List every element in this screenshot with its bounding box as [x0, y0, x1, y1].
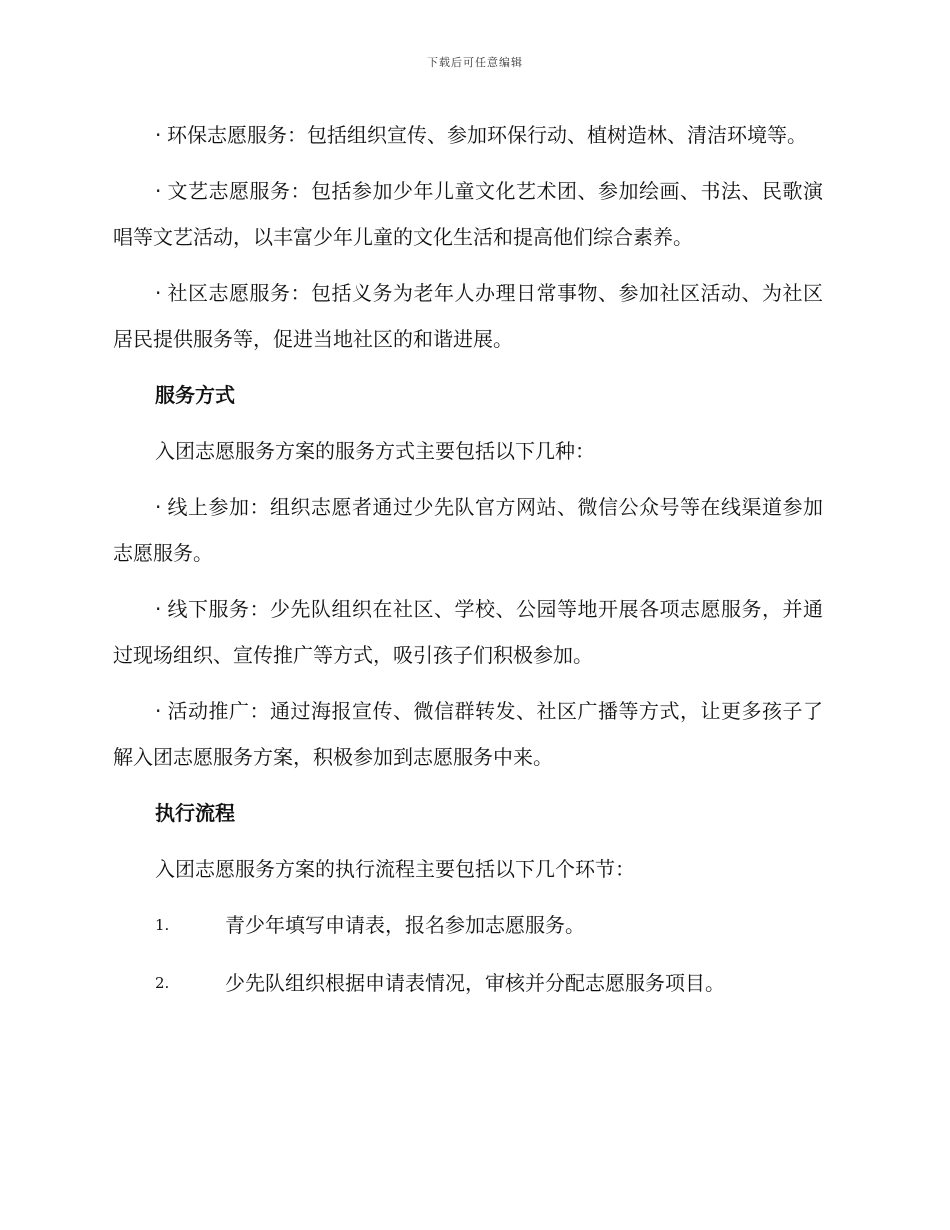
bullet-icon: ·: [155, 179, 162, 203]
service-item-environmental: [113, 112, 823, 158]
section-heading-execution-process: 执行流程: [155, 801, 235, 825]
page-header-note: 下载后可任意编辑: [427, 56, 523, 69]
process-step: [155, 902, 823, 948]
section-heading-service-methods: 服务方式: [155, 383, 235, 407]
service-item-arts: [113, 168, 823, 260]
bullet-icon: ·: [155, 699, 162, 723]
service-item-text: 环保志愿服务：包括组织宣传、参加环保行动、植树造林、清洁环境等。: [167, 123, 807, 147]
method-item-offline: [113, 586, 823, 678]
execution-process-intro: 入团志愿服务方案的执行流程主要包括以下几个环节：: [155, 857, 635, 881]
bullet-icon: ·: [155, 495, 162, 519]
service-item-community: [113, 270, 823, 362]
step-number: 1.: [155, 916, 170, 934]
method-item-text: 活动推广：通过海报宣传、微信群转发、社区广播等方式，让更多孩子了解入团志愿服务方案，积极参加到志愿服务中来。: [113, 699, 823, 769]
method-item-text: 线上参加：组织志愿者通过少先队官方网站、微信公众号等在线渠道参加志愿服务。: [113, 495, 823, 565]
bullet-icon: ·: [155, 597, 162, 621]
bullet-icon: ·: [155, 281, 162, 305]
process-step: [155, 960, 823, 1006]
method-item-promotion: [113, 688, 823, 780]
service-item-text: 文艺志愿服务：包括参加少年儿童文化艺术团、参加绘画、书法、民歌演唱等文艺活动，以丰富少年儿童的文化生活和提高他们综合素养。: [113, 179, 823, 249]
document-body: [113, 112, 823, 1018]
step-text: 青少年填写申请表，报名参加志愿服务。: [225, 913, 585, 937]
method-item-online: [113, 484, 823, 576]
method-item-text: 线下服务：少先队组织在社区、学校、公园等地开展各项志愿服务，并通过现场组织、宣传推广等方式，吸引孩子们积极参加。: [113, 597, 823, 667]
step-text: 少先队组织根据申请表情况，审核并分配志愿服务项目。: [225, 971, 725, 995]
service-methods-intro: 入团志愿服务方案的服务方式主要包括以下几种：: [155, 439, 595, 463]
service-item-text: 社区志愿服务：包括义务为老年人办理日常事物、参加社区活动、为社区居民提供服务等，促进当地社区的和谐进展。: [113, 281, 823, 351]
step-number: 2.: [155, 974, 170, 992]
bullet-icon: ·: [155, 123, 162, 147]
